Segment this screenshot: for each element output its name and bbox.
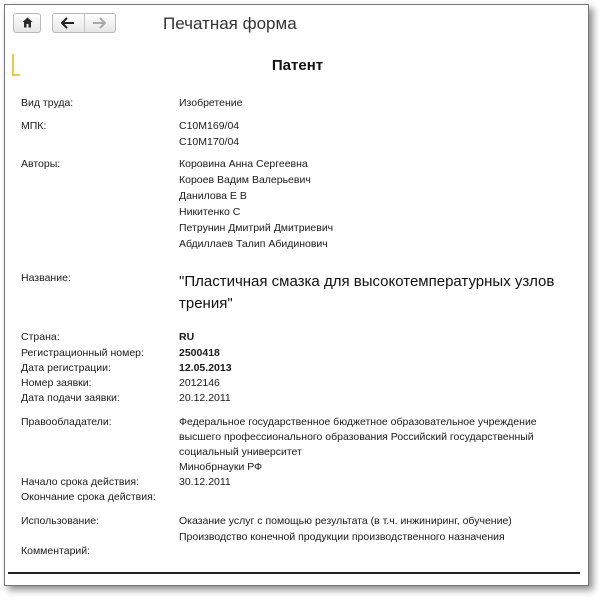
end-label: Окончание срока действия:: [21, 491, 156, 503]
name-label: Название:: [21, 272, 71, 284]
comment-label: Комментарий:: [21, 545, 91, 557]
work-type-value: Изобретение: [179, 97, 243, 109]
author-name: Коровина Анна Сергеевна: [179, 158, 308, 170]
arrow-left-icon: [61, 17, 75, 29]
arrow-right-icon: [92, 17, 106, 29]
page-bottom-rule: [8, 572, 580, 574]
ipc-value: C10M169/04: [179, 120, 240, 132]
application-number-value: 2012146: [179, 377, 220, 389]
owner-line: Минобрнауки РФ: [179, 461, 263, 473]
work-type-label: Вид труда:: [21, 97, 74, 109]
owners-label: Правообладатели:: [21, 416, 112, 428]
owner-line: социальный университет: [179, 446, 302, 458]
start-value: 30.12.2011: [179, 476, 231, 488]
history-nav-group: [52, 13, 116, 33]
application-date-label: Дата подачи заявки:: [21, 392, 120, 404]
usage-line: Оказание услуг с помощью результата (в т.ч. инжиниринг, обучение): [179, 515, 512, 527]
owner-line: высшего профессионального образования Российский государственный: [179, 431, 534, 443]
reg-date-label: Дата регистрации:: [21, 362, 111, 374]
authors-label: Авторы:: [21, 158, 61, 170]
country-value: RU: [179, 331, 195, 343]
usage-label: Использование:: [21, 515, 99, 527]
author-name: Никитенко С: [179, 206, 241, 218]
usage-line: Производство конечной продукции производственного назначения: [179, 531, 505, 543]
owner-line: Федеральное государственное бюджетное образовательное учреждение: [179, 416, 537, 428]
country-label: Страна:: [21, 331, 60, 343]
home-button[interactable]: [13, 13, 41, 33]
home-icon: [22, 17, 33, 28]
patent-name: "Пластичная смазка для высокотемпературных узлов трения": [179, 273, 555, 312]
application-date-value: 20.12.2011: [179, 392, 231, 404]
author-name: Петрунин Дмитрий Дмитриевич: [179, 222, 334, 234]
application-number-label: Номер заявки:: [21, 377, 92, 389]
ipc-label: МПК:: [21, 120, 47, 132]
author-name: Абдиллаев Талип Абидинович: [179, 238, 328, 250]
ipc-value: C10M170/04: [179, 136, 240, 148]
window-title: Печатная форма: [163, 14, 297, 33]
forward-button[interactable]: [84, 14, 115, 32]
author-name: Данилова Е В: [179, 190, 247, 202]
reg-number-label: Регистрационный номер:: [21, 347, 144, 359]
document-title: Патент: [271, 57, 324, 74]
reg-number-value: 2500418: [179, 347, 220, 359]
author-name: Короев Вадим Валерьевич: [179, 174, 311, 186]
reg-date-value: 12.05.2013: [179, 362, 232, 374]
start-label: Начало срока действия:: [21, 476, 139, 488]
back-button[interactable]: [53, 14, 85, 32]
